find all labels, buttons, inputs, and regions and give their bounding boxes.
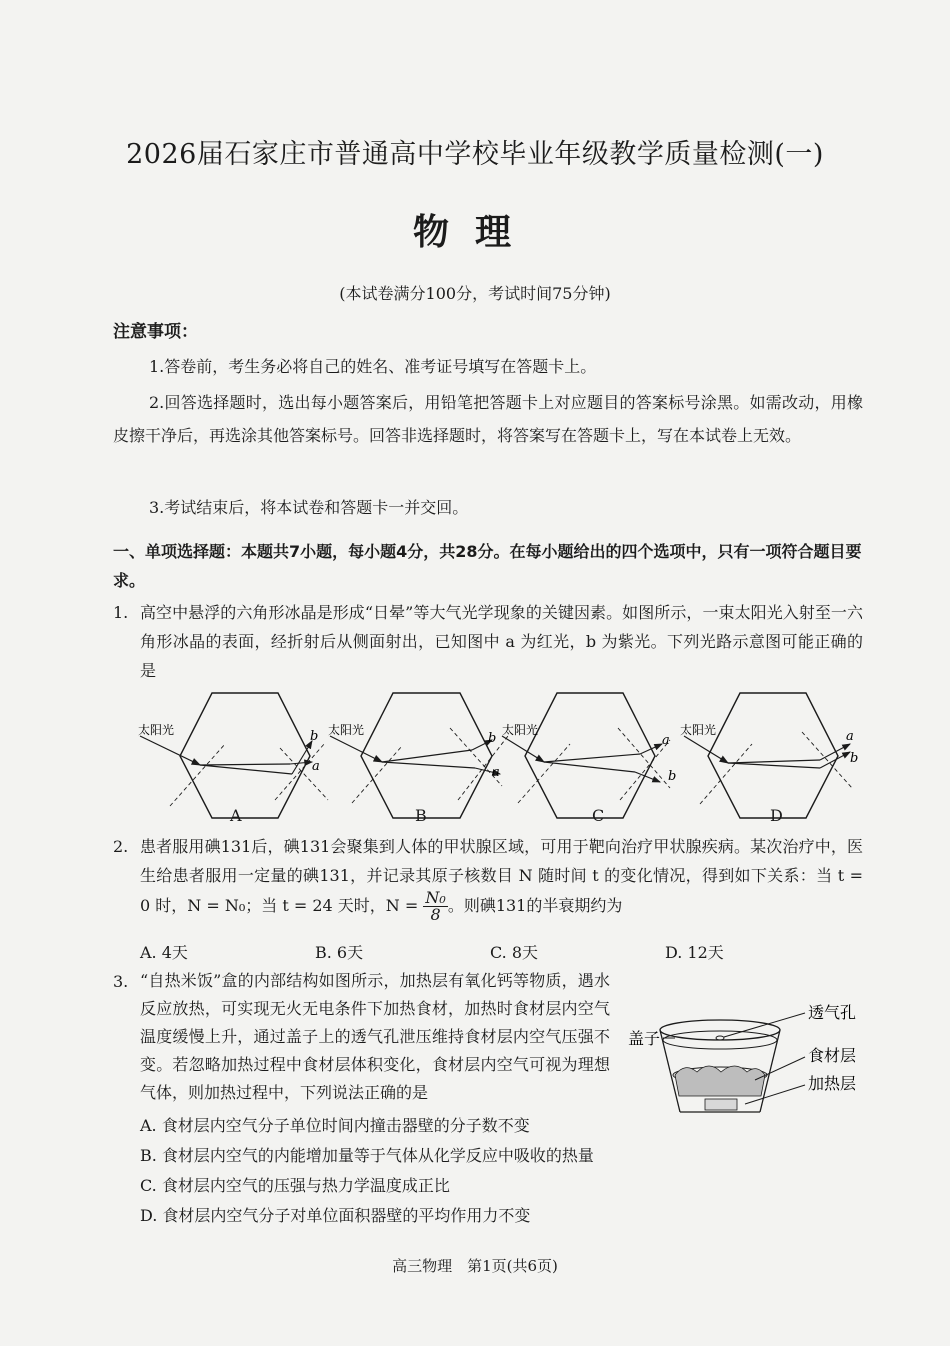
diagram-label-c: C <box>592 806 605 825</box>
ray-b-label: b <box>488 731 497 746</box>
sunlight-label: 太阳光 <box>680 723 717 737</box>
ray-b-label: b <box>668 769 677 784</box>
food-layer-label: 食材层 <box>808 1046 857 1065</box>
notice-item-3: 3.考试结束后，将本试卷和答题卡一并交回。 <box>149 498 469 517</box>
section-heading: 一、单项选择题：本题共7小题，每小题4分，共28分。在每小题给出的四个选项中，只有一项符合题目要求。 <box>113 542 862 590</box>
lid-label: 盖子 <box>628 1029 661 1048</box>
fraction-numerator: N₀ <box>425 888 446 907</box>
question-number: 2. <box>113 837 129 856</box>
ray-b-label: b <box>310 729 319 744</box>
question-text: “自热米饭”盒的内部结构如图所示，加热层有氧化钙等物质，遇水反应放热，可实现无火无电条件下加热食材，加热时食材层内空气温度缓慢上升，通过盖子上的透气孔泄压维持食材层内空气压强不变。若忽略加热过程中食材层体积变化，食材层内空气可视为理想气体，则加热过程中，下列说法正确的是 <box>140 971 610 1102</box>
sunlight-label: 太阳光 <box>138 723 175 737</box>
ray-a-label: a <box>492 765 500 780</box>
diagram-d <box>680 693 858 818</box>
heating-layer-label: 加热层 <box>808 1074 857 1093</box>
exam-title: 2026届石家庄市普通高中学校毕业年级教学质量检测(一) <box>126 139 824 170</box>
diagram-c <box>502 693 676 818</box>
fraction-denominator: 8 <box>430 905 441 924</box>
notice-heading: 注意事项： <box>113 322 198 342</box>
q2-options <box>140 940 840 963</box>
sunlight-label: 太阳光 <box>328 723 365 737</box>
fraction-n0-over-8 <box>423 890 447 923</box>
q3-option-b[interactable]: B. 食材层内空气的内能增加量等于气体从化学反应中吸收的热量 <box>140 1146 594 1165</box>
question-number: 1. <box>113 603 129 622</box>
q3-option-d[interactable]: D. 食材层内空气分子对单位面积器壁的平均作用力不变 <box>140 1206 531 1225</box>
ray-a-label: a <box>312 759 320 774</box>
exam-info: (本试卷满分100分，考试时间75分钟) <box>339 284 611 303</box>
ray-a-label: a <box>662 733 670 748</box>
diagram-b <box>328 693 508 818</box>
question-text-part2: 。则碘131的半衰期约为 <box>447 896 623 915</box>
notice-item-2: 2.回答选择题时，选出每小题答案后，用铅笔把答题卡上对应题目的答案标号涂黑。如需改动，用橡皮擦干净后，再选涂其他答案标号。回答非选择题时，将答案写在答题卡上，写在本试卷上无效。 <box>113 393 863 445</box>
sunlight-label: 太阳光 <box>502 723 539 737</box>
option-a[interactable]: A. 4天 <box>140 943 188 962</box>
diagram-label-d: D <box>770 806 783 825</box>
diagram-label-b: B <box>415 806 427 825</box>
option-c[interactable]: C. 8天 <box>490 943 539 962</box>
option-b[interactable]: B. 6天 <box>315 943 364 962</box>
ray-a-label: a <box>846 729 854 744</box>
q3-option-a[interactable]: A. 食材层内空气分子单位时间内撞击器壁的分子数不变 <box>140 1116 530 1135</box>
notice-item-1: 1.答卷前，考生务必将自己的姓名、准考证号填写在答题卡上。 <box>149 357 597 376</box>
q3-diagram <box>625 1000 870 1120</box>
vent-label: 透气孔 <box>808 1003 857 1022</box>
question-2 <box>113 832 863 923</box>
question-1 <box>113 598 863 685</box>
option-d[interactable]: D. 12天 <box>665 943 724 962</box>
q3-option-c[interactable]: C. 食材层内空气的压强与热力学温度成正比 <box>140 1176 450 1195</box>
subject-title: 物理 <box>412 211 537 253</box>
question-text: 高空中悬浮的六角形冰晶是形成“日晕”等大气光学现象的关键因素。如图所示，一束太阳光入射至一六角形冰晶的表面，经折射后从侧面射出，已知图中 a 为红光，b 为紫光。下列光路示意图可能正确的是 <box>140 603 863 680</box>
ray-b-label: b <box>850 751 859 766</box>
question-text <box>140 832 863 923</box>
page-footer: 高三物理 第1页(共6页) <box>392 1257 558 1275</box>
diagram-label-a: A <box>230 806 242 825</box>
diagram-a <box>138 693 328 818</box>
question-text-part1: 患者服用碘131后，碘131会聚集到人体的甲状腺区域，可用于靶向治疗甲状腺疾病。某次治疗中，医生给患者服用一定量的碘131，并记录其原子核数目 N 随时间 t 的变化情况，得到如下关系：当 t = 0 时，N = N₀；当 t = 24 天时，N = <box>140 837 863 915</box>
question-number: 3. <box>113 972 129 991</box>
